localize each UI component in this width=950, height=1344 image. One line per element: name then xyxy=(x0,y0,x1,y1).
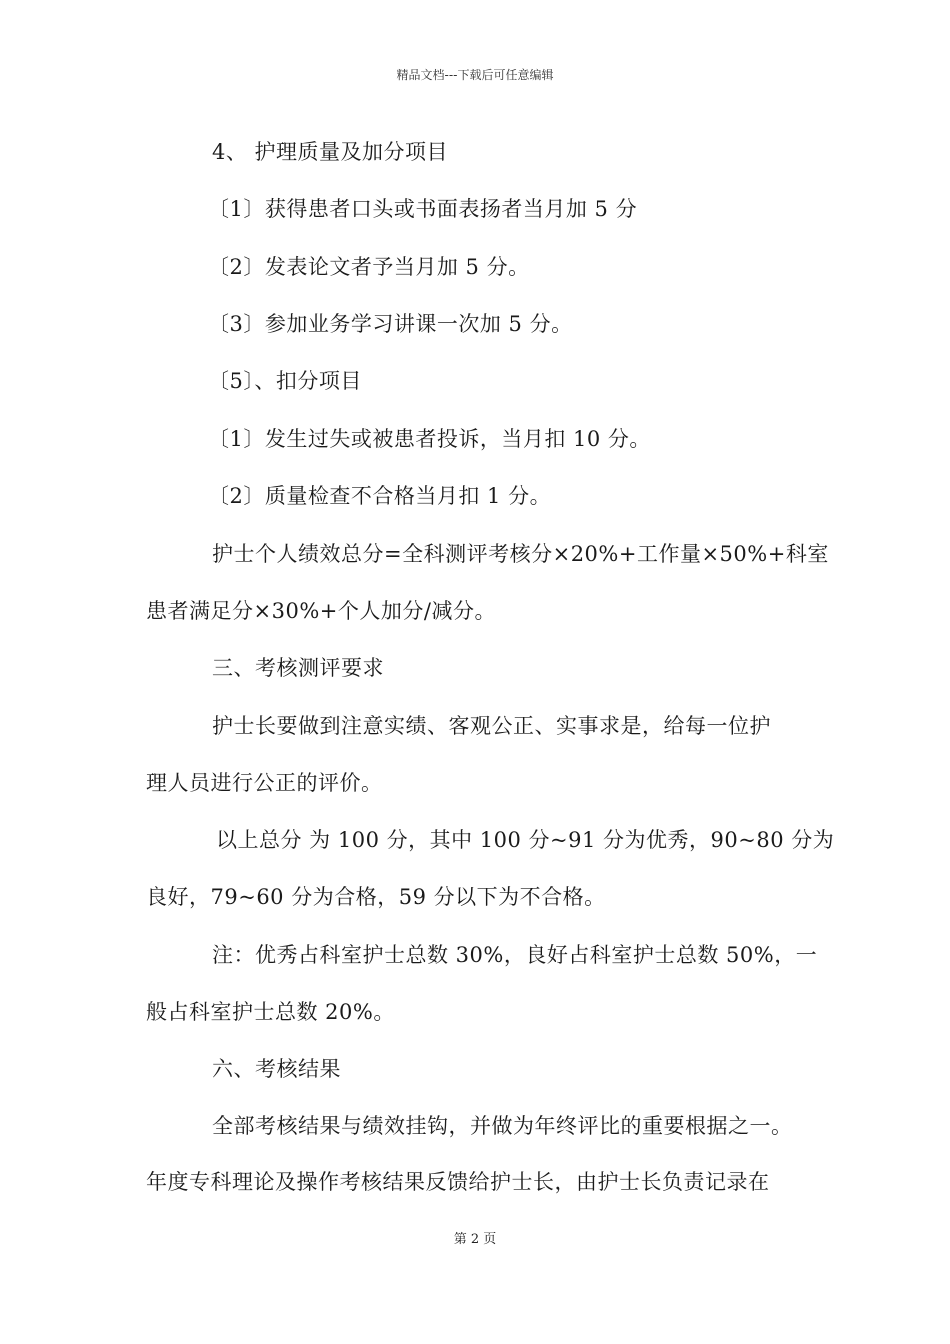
paragraph-line: 患者满足分×30%+个人加分/减分。 xyxy=(146,599,496,623)
paragraph-line: 护士个人绩效总分=全科测评考核分×20%+工作量×50%+科室 xyxy=(212,542,829,566)
section-heading-deduction-items: 〔5〕、扣分项目 xyxy=(208,369,362,393)
paragraph-line: 理人员进行公正的评价。 xyxy=(146,771,383,795)
page-number: 第 2 页 xyxy=(453,1232,497,1247)
section-heading-bonus-items: 4、 护理质量及加分项目 xyxy=(212,140,449,164)
list-item: 〔1〕获得患者口头或书面表扬者当月加 5 分 xyxy=(208,197,638,221)
list-item: 〔3〕参加业务学习讲课一次加 5 分。 xyxy=(208,312,573,336)
section-heading-requirements: 三、考核测评要求 xyxy=(212,656,384,680)
list-item: 〔2〕质量检查不合格当月扣 1 分。 xyxy=(208,484,552,508)
page-header: 精品文档---下载后可任意编辑 xyxy=(396,68,554,82)
paragraph-line: 般占科室护士总数 20%。 xyxy=(146,1000,395,1024)
paragraph-line: 良好，79~60 分为合格，59 分以下为不合格。 xyxy=(146,885,606,909)
paragraph-line: 护士长要做到注意实绩、客观公正、实事求是，给每一位护 xyxy=(212,714,771,738)
paragraph-line: 以上总分 为 100 分，其中 100 分~91 分为优秀，90~80 分为 xyxy=(216,828,835,852)
paragraph-line: 全部考核结果与绩效挂钩，并做为年终评比的重要根据之一。 xyxy=(212,1114,793,1138)
list-item: 〔1〕发生过失或被患者投诉，当月扣 10 分。 xyxy=(208,427,651,451)
paragraph-line: 注：优秀占科室护士总数 30%，良好占科室护士总数 50%，一 xyxy=(212,943,818,967)
section-heading-results: 六、考核结果 xyxy=(212,1057,341,1081)
paragraph-line: 年度专科理论及操作考核结果反馈给护士长，由护士长负责记录在 xyxy=(146,1170,770,1194)
list-item: 〔2〕发表论文者予当月加 5 分。 xyxy=(208,255,530,279)
